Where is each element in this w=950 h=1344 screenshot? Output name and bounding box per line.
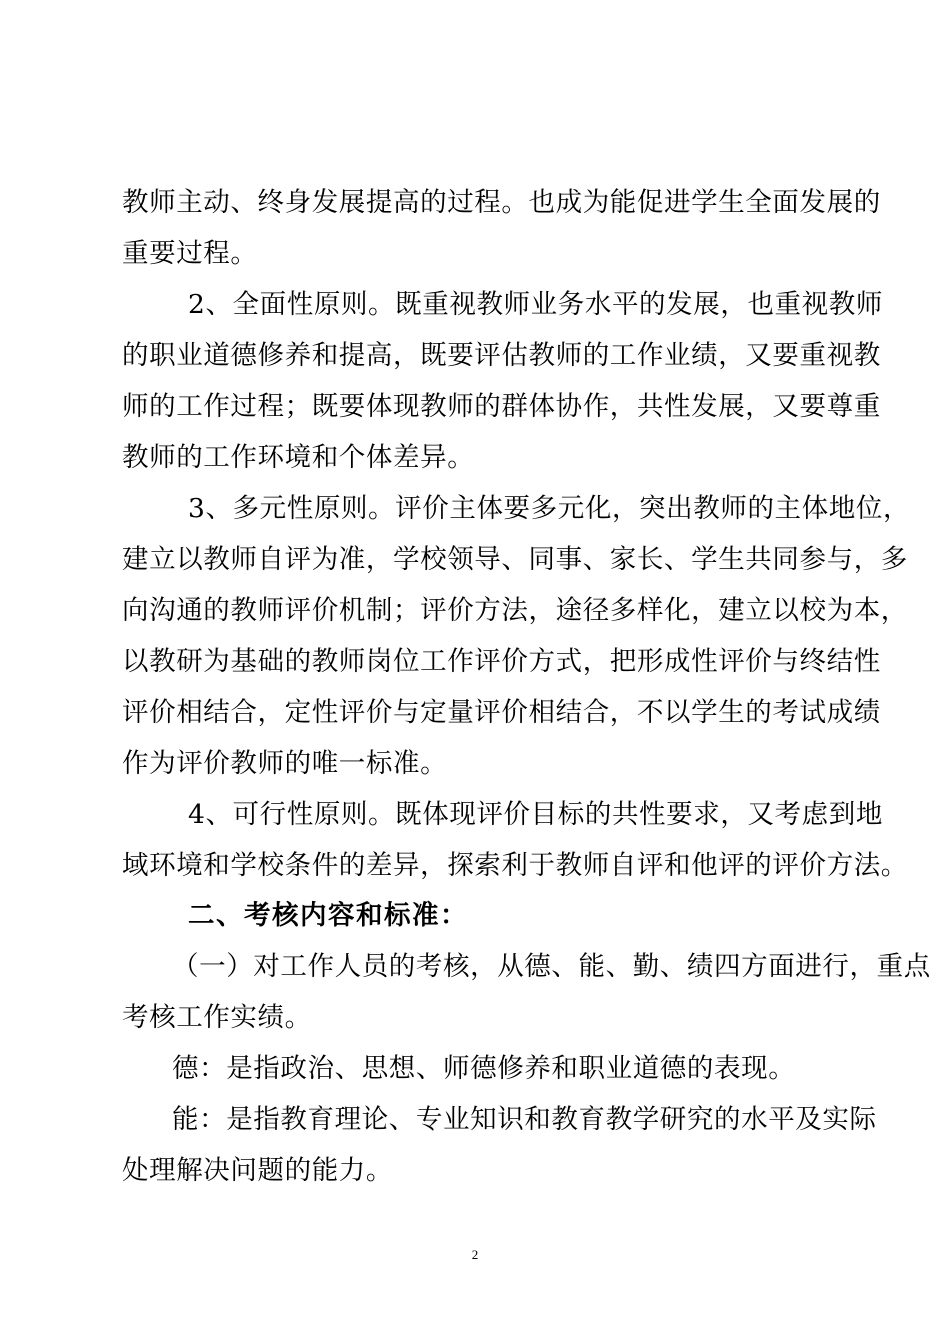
page-number: 2 (471, 1247, 479, 1262)
body-text-line: 建立以教师自评为准，学校领导、同事、家长、学生共同参与，多 (122, 544, 908, 575)
body-text-line: 评价相结合，定性评价与定量评价相结合，不以学生的考试成绩 (122, 697, 881, 728)
paragraph-first-line: 能：是指教育理论、专业知识和教育教学研究的水平及实际 (172, 1104, 877, 1135)
body-text-line: 考核工作实绩。 (122, 1002, 312, 1033)
body-text-line: 教师的工作环境和个体差异。 (122, 442, 475, 473)
body-text-line: 作为评价教师的唯一标准。 (122, 748, 448, 779)
paragraph-first-line: 3、多元性原则。评价主体要多元化，突出教师的主体地位， (188, 493, 911, 524)
paragraph-first-line: 2、全面性原则。既重视教师业务水平的发展，也重视教师 (188, 289, 883, 320)
section-heading: 二、考核内容和标准： (188, 900, 468, 931)
body-text-line: 以教研为基础的教师岗位工作评价方式，把形成性评价与终结性 (122, 646, 881, 677)
paragraph-first-line: （一）对工作人员的考核，从德、能、勤、绩四方面进行，重点 (172, 951, 931, 982)
body-text-line: 教师主动、终身发展提高的过程。也成为能促进学生全面发展的 (122, 187, 881, 218)
body-text-line: 师的工作过程；既要体现教师的群体协作，共性发展，又要尊重 (122, 391, 881, 422)
body-text-line: 处理解决问题的能力。 (122, 1155, 393, 1186)
paragraph-first-line: 4、可行性原则。既体现评价目标的共性要求，又考虑到地 (188, 799, 883, 830)
body-text-line: 的职业道德修养和提高，既要评估教师的工作业绩，又要重视教 (122, 340, 881, 371)
paragraph-first-line: 德：是指政治、思想、师德修养和职业道德的表现。 (172, 1053, 796, 1084)
body-text-line: 向沟通的教师评价机制；评价方法，途径多样化，建立以校为本， (122, 595, 908, 626)
body-text-line: 重要过程。 (122, 238, 258, 269)
body-text-line: 域环境和学校条件的差异，探索利于教师自评和他评的评价方法。 (122, 850, 908, 881)
